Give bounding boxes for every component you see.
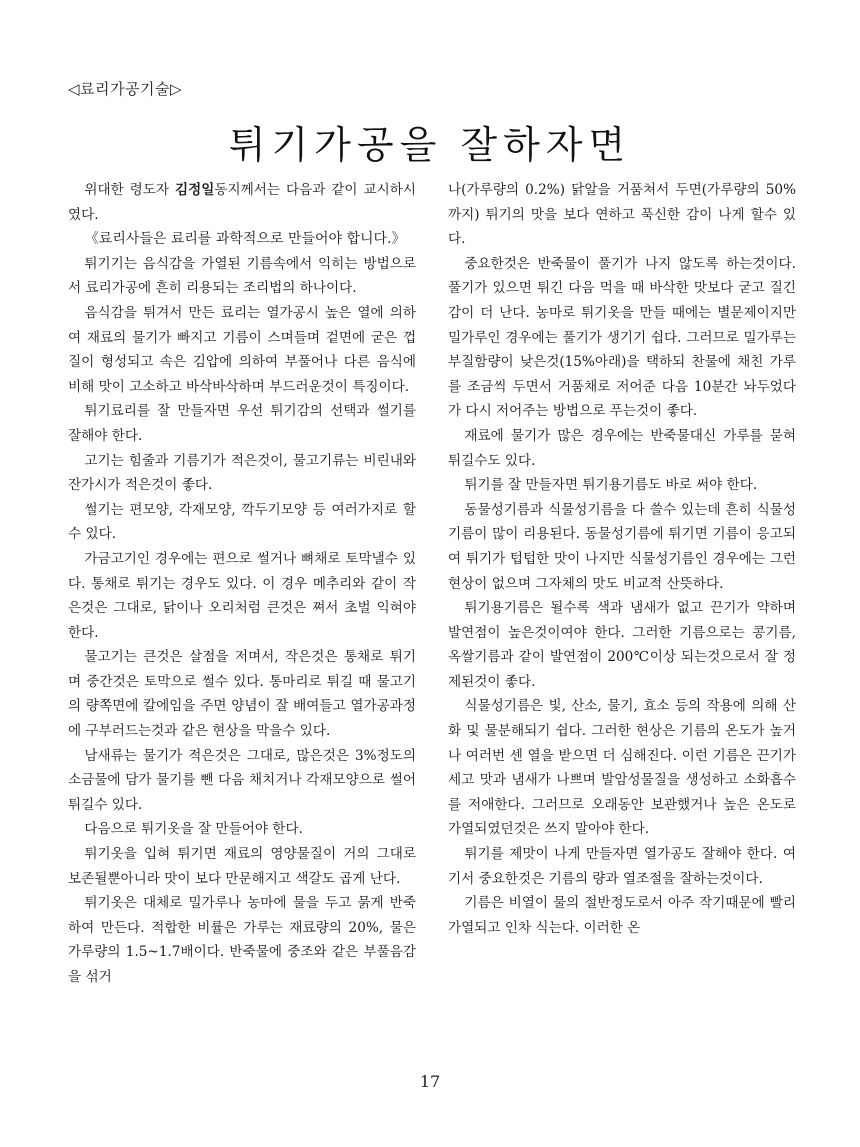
paragraph: 동물성기름과 식물성기름을 다 쓸수 있는데 흔히 식물성기름이 많이 리용된다. 동물성기름에 튀기면 기름이 응고되여 튀기가 텁텁한 맛이 나지만 식물성기름인 경우에는 그런 현상이 없으며 그자체의 맛도 비교적 산뜻하다. <box>448 501 796 592</box>
paragraph: 튀기옷은 대체로 밀가루나 농마에 물을 두고 묽게 반죽하여 만든다. 적합한 비률은 가루는 재료량의 20%, 물은 가루량의 1.5~1.7배이다. 반죽물에 중조와 같은 부풀음감을 섞거 <box>68 895 416 985</box>
paragraph: 중요한것은 반죽물이 풀기가 나지 않도록 하는것이다. 풀기가 있으면 튀긴 다음 먹을 때 바삭한 맛보다 굳고 질긴 감이 더 난다. 농마로 튀기옷을 만들 때에는 별문제이지만 밀가루인 경우에는 풀기가 생기기 쉽다. 그러므로 밀가루는 부질함량이 낮은것(15%아래)을 택하되 찬물에 채친 가루를 조금씩 두면서 거품채로 저어준 다음 10분간 놔두었다가 다시 저어주는 방법으로 푸는것이 좋다. <box>448 255 796 420</box>
intro-text-after: 동지께서는 다음과 같이 교시하시였다. <box>68 182 416 223</box>
paragraph: 재료에 물기가 많은 경우에는 반죽물대신 가루를 묻혀 튀길수도 있다. <box>448 427 796 469</box>
paragraph: 썰기는 편모양, 각재모양, 깍두기모양 등 여러가지로 할수 있다. <box>68 501 416 543</box>
intro-text-before: 위대한 령도자 <box>84 182 175 198</box>
paragraph: 튀기를 제맛이 나게 만들자면 열가공도 잘해야 한다. 여기서 중요한것은 기름의 량과 열조절을 잘하는것이다. <box>448 846 796 887</box>
continued-paragraph: 나(가루량의 0.2%) 닭알을 거품쳐서 두면(가루량의 50%까지) 튀기의 맛을 보다 연하고 푹신한 감이 나게 할수 있다. <box>448 182 796 248</box>
paragraph: 고기는 힘줄과 기름기가 적은것이, 물고기류는 비린내와 잔가시가 적은것이 좋다. <box>68 452 416 494</box>
paragraph: 다음으로 튀기옷을 잘 만들어야 한다. <box>84 821 303 838</box>
paragraph-intro <box>68 178 416 227</box>
paragraph: 가금고기인 경우에는 편으로 썰거나 뼈채로 토막낼수 있다. 통채로 튀기는 경우도 있다. 이 경우 메추리와 같이 작은것은 그대로, 닭이나 오리처럼 큰것은 쪄서 초벌 익혀야 한다. <box>68 550 416 641</box>
paragraph: 튀기용기름은 될수록 색과 냄새가 없고 끈기가 약하며 발연점이 높은것이여야 한다. 그러한 기름으로는 콩기름, 옥쌀기름과 같이 발연점이 200℃이상 되는것으로서 잘 정제된것이 좋다. <box>448 600 796 690</box>
paragraph: 남새류는 물기가 적은것은 그대로, 많은것은 3%정도의 소금물에 담가 물기를 뺀 다음 채치거나 각재모양으로 썰어 튀길수 있다. <box>68 747 416 813</box>
paragraph: 튀기옷을 입혀 튀기면 재료의 영양물질이 거의 그대로 보존될뿐아니라 맛이 보다 만문해지고 색갈도 곱게 난다. <box>68 846 416 887</box>
quote-paragraph: 《료리사들은 료리를 과학적으로 만들어야 합니다.》 <box>84 231 406 248</box>
paragraph: 물고기는 큰것은 살점을 저며서, 작은것은 통채로 튀기며 중간것은 토막으로 썰수 있다. 통마리로 튀길 때 물고기의 량쪽면에 칼에임을 주면 양념이 잘 배여들고 열가공과정에 구부러드는것과 같은 현상을 막을수 있다. <box>68 649 416 740</box>
left-column <box>68 178 416 990</box>
article-title: 튀기가공을 잘하자면 <box>228 123 632 167</box>
paragraph: 식물성기름은 빛, 산소, 물기, 효소 등의 작용에 의해 산화 및 물분해되기 쉽다. 그러한 현상은 기름의 온도가 높거나 여러번 센 열을 받으면 더 심해진다. 이런 기름은 끈기가 세고 맛과 냄새가 나쁘며 발암성물질을 생성하고 소화흡수를 저애한다. 그러므로 오래동안 보관했거나 높은 온도로 가열되였던것은 쓰지 말아야 한다. <box>448 698 796 838</box>
paragraph: 튀기기는 음식감을 가열된 기름속에서 익히는 방법으로서 료리가공에 흔히 리용되는 조리법의 하나이다. <box>68 255 416 297</box>
paragraph: 튀기를 잘 만들자면 튀기용기름도 바로 써야 한다. <box>464 477 758 494</box>
page-number: 17 <box>419 1072 441 1091</box>
right-column <box>448 178 796 940</box>
section-tag: ◁료리가공기술▷ <box>68 80 183 98</box>
paragraph: 음식감을 튀겨서 만든 료리는 열가공시 높은 열에 의하여 재료의 물기가 빠지고 기름이 스며들며 겉면에 굳은 껍질이 형성되고 속은 김압에 의하여 부풀어나 다른 음식에 비해 맛이 고소하고 바삭바삭하며 부드러운것이 특징이다. <box>68 304 416 395</box>
paragraph: 튀기료리를 잘 만들자면 우선 튀기감의 선택과 썰기를 잘해야 한다. <box>68 403 416 444</box>
leader-name: 김정일 <box>174 182 215 198</box>
paragraph: 기름은 비열이 물의 절반정도로서 아주 작기때문에 빨리 가열되고 인차 식는다. 이러한 온 <box>448 895 796 936</box>
